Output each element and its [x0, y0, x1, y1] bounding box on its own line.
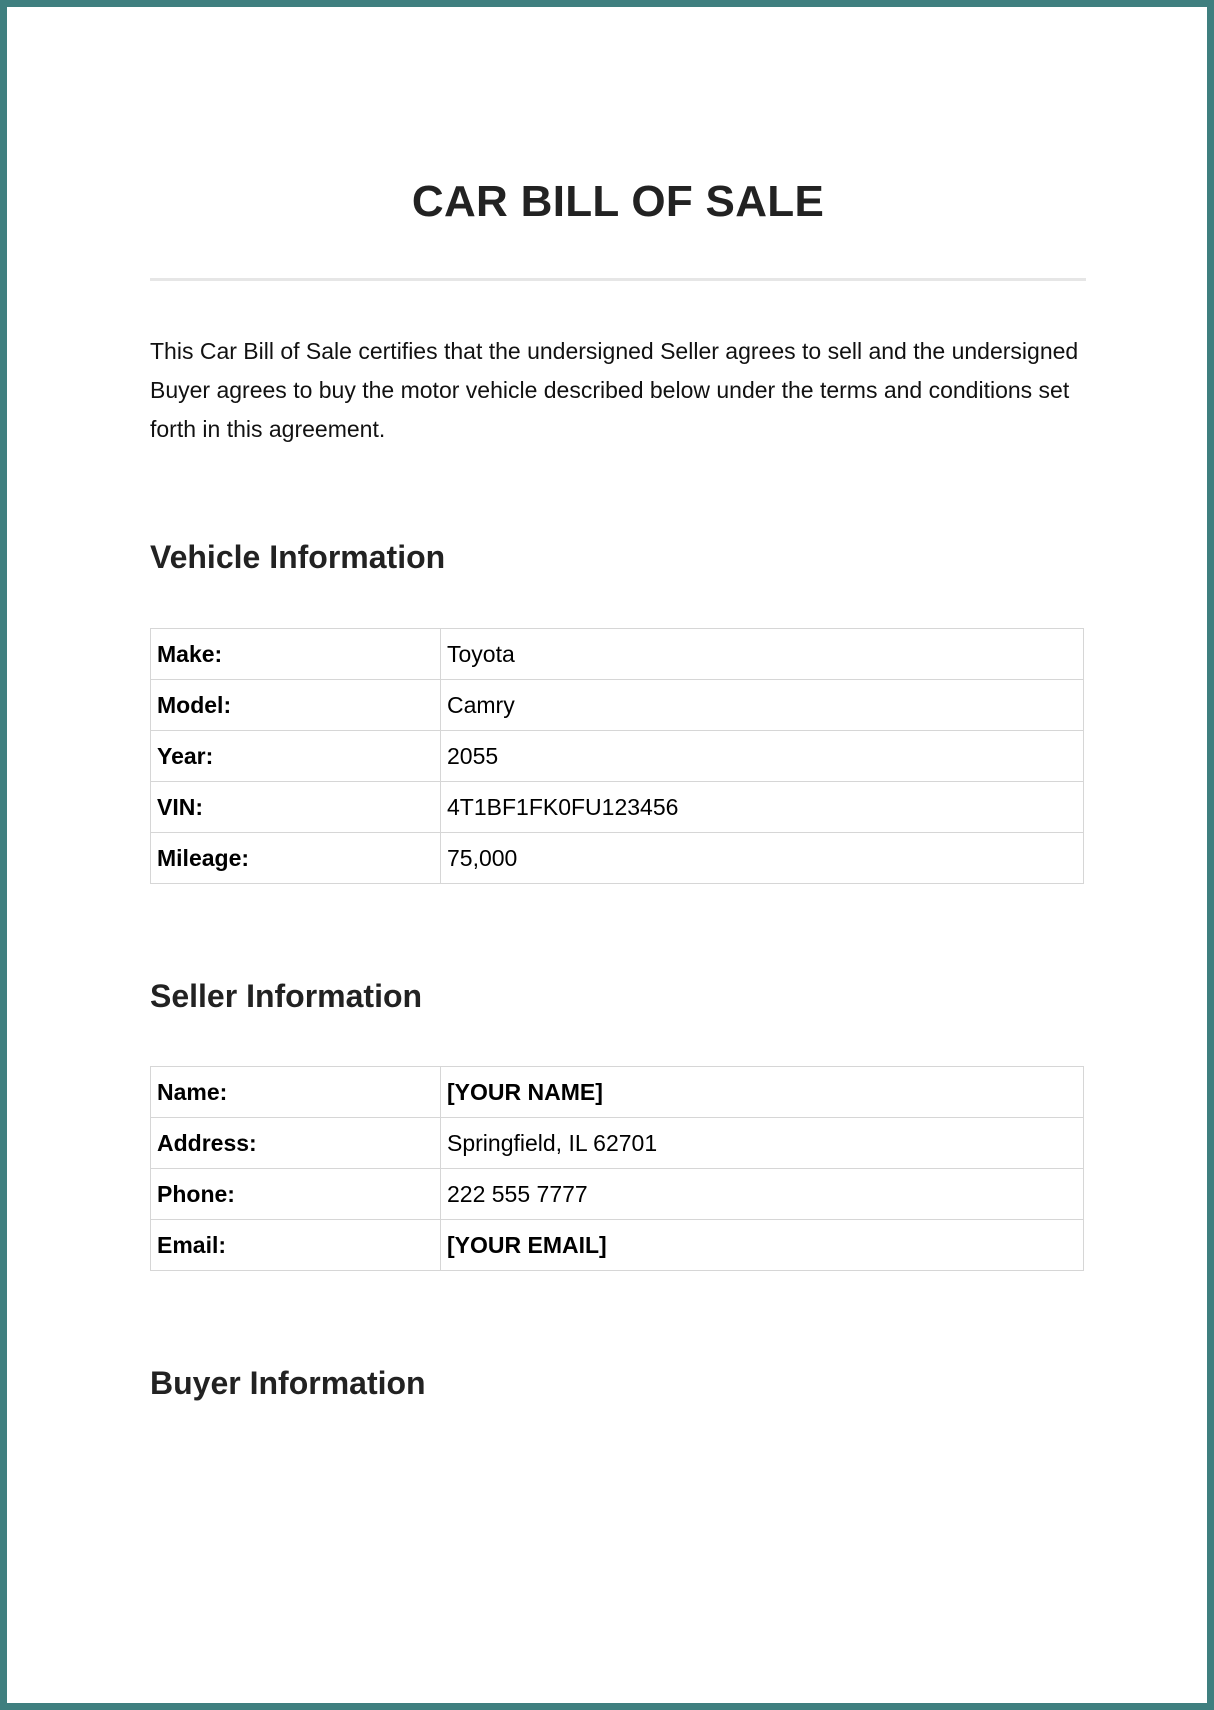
table-row: [151, 1118, 1084, 1169]
row-label: Model:: [151, 680, 441, 731]
table-row: [151, 1067, 1084, 1118]
row-label: Year:: [151, 731, 441, 782]
table-row: [151, 731, 1084, 782]
table-row: [151, 680, 1084, 731]
intro-paragraph: This Car Bill of Sale certifies that the undersigned Seller agrees to sell and the undersigned Buyer agrees to buy the motor vehicle described below under the terms and conditions set forth in this agreement.: [150, 338, 1079, 442]
row-value: Toyota: [441, 629, 1084, 680]
row-label: VIN:: [151, 782, 441, 833]
row-label: Name:: [151, 1067, 441, 1118]
row-label: Make:: [151, 629, 441, 680]
row-value: 222 555 7777: [441, 1169, 1084, 1220]
table-row: [151, 782, 1084, 833]
row-value: 75,000: [441, 833, 1084, 884]
row-value: Springfield, IL 62701: [441, 1118, 1084, 1169]
table-row: [151, 833, 1084, 884]
buyer-section-heading: Buyer Information: [150, 1365, 426, 1401]
row-value: [YOUR NAME]: [441, 1067, 1084, 1118]
row-value: Camry: [441, 680, 1084, 731]
row-label: Phone:: [151, 1169, 441, 1220]
row-label: Mileage:: [151, 833, 441, 884]
seller-info-table: [150, 1066, 1084, 1271]
row-label: Email:: [151, 1220, 441, 1271]
title-divider: [150, 278, 1086, 281]
row-label: Address:: [151, 1118, 441, 1169]
document-title: CAR BILL OF SALE: [411, 177, 825, 226]
table-row: [151, 1169, 1084, 1220]
row-value: [YOUR EMAIL]: [441, 1220, 1084, 1271]
table-row: [151, 629, 1084, 680]
row-value: 2055: [441, 731, 1084, 782]
row-value: 4T1BF1FK0FU123456: [441, 782, 1084, 833]
vehicle-section-heading: Vehicle Information: [150, 539, 446, 575]
vehicle-info-table: [150, 628, 1084, 884]
table-row: [151, 1220, 1084, 1271]
seller-section-heading: Seller Information: [150, 978, 423, 1014]
